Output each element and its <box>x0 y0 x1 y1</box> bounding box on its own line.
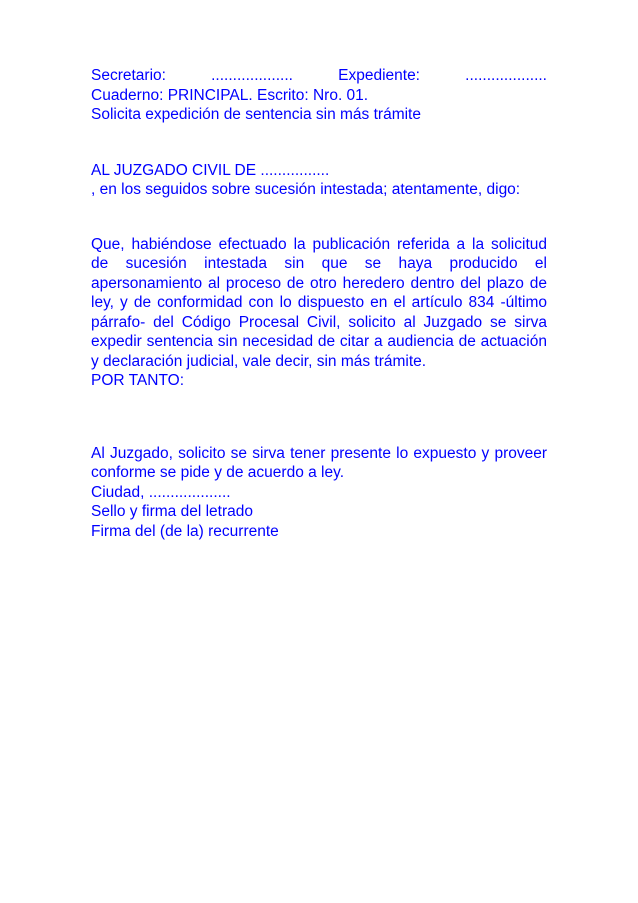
firma-recurrente: Firma del (de la) recurrente <box>91 522 279 540</box>
header-secretario-expediente-line <box>91 66 547 86</box>
secretario-label: Secretario: <box>91 67 166 84</box>
petition-paragraph: Al Juzgado, solicito se sirva tener presente lo expuesto y proveer conforme se pide y de acuerdo a ley. <box>91 444 547 481</box>
legal-document <box>91 66 547 541</box>
ciudad-line: Ciudad, ................... <box>91 483 231 501</box>
secretario-value: ................... <box>211 67 293 84</box>
juzgado-addressee: AL JUZGADO CIVIL DE ................ <box>91 161 330 179</box>
expediente-label: Expediente: <box>338 67 420 84</box>
main-paragraph: Que, habiéndose efectuado la publicación referida a la solicitud de sucesión intestada sin que se haya producido el apersonamiento al proceso de otro heredero dentro del plazo de ley, y de conformidad con lo dispuesto en el artículo 834 -último párrafo- del Código Procesal Civil, solicito al Juzgado se sirva expedir sentencia sin necesidad de citar a audiencia de actuación y declaración judicial, vale decir, sin más trámite. <box>91 235 547 370</box>
sumilla: Solicita expedición de sentencia sin más trámite <box>91 106 421 123</box>
cuaderno-line: Cuaderno: PRINCIPAL. Escrito: Nro. 01. <box>91 86 369 104</box>
intro-paragraph: , en los seguidos sobre sucesión intestada; atentamente, digo: <box>91 181 521 198</box>
sello-firma-letrado: Sello y firma del letrado <box>91 503 253 520</box>
por-tanto-heading: POR TANTO: <box>91 372 185 389</box>
expediente-value: ................... <box>465 67 547 84</box>
